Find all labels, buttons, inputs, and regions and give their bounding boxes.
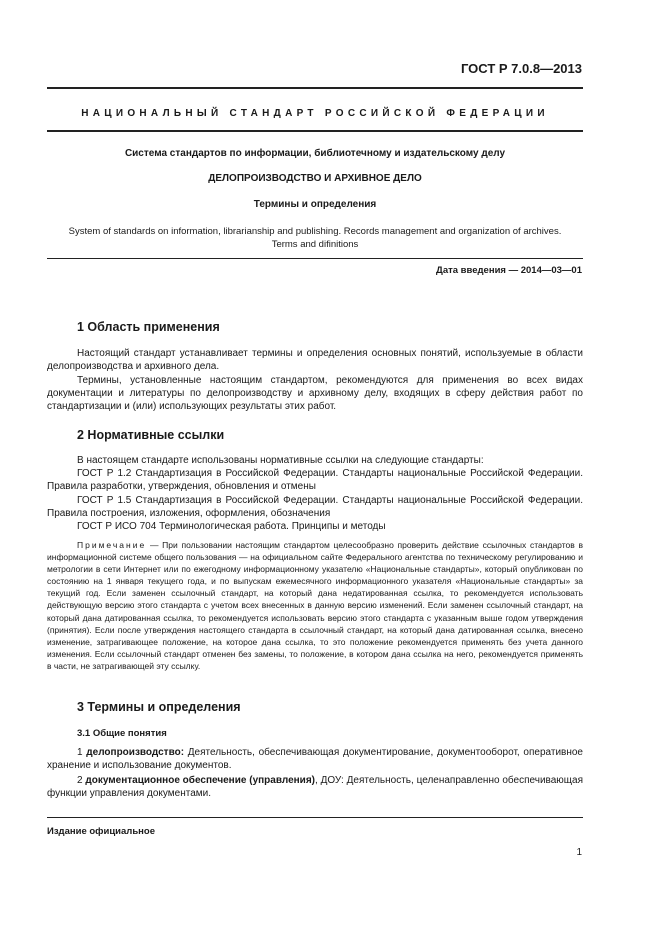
- normative-references-note: [47, 539, 583, 672]
- note-text: — При пользовании настоящим стандартом целесообразно проверить действие ссылочных стандартов в информационной системе общего пользования — на официальном сайте Федерального агентства по техническому регулированию и метрологии в сети Интернет или по ежегодному информационному указателю «Национальные стандарты», который опубликован по состоянию на 1 января текущего года, и по выпускам ежемесячного информационного указателя «Национальные стандарты» за текущий год. Если заменен ссылочный стандарт, на который дана недатированная ссылка, то рекомендуется использовать действующую версию этого стандарта с учетом всех внесенных в данную версию изменений. Если заменен ссылочный стандарт, на который дана датированная ссылка, то рекомендуется использовать версию этого стандарта с указанным выше годом утверждения (принятия). Если после утверждения настоящего стандарта в ссылочный стандарт, на который дана датированная ссылка, внесено изменение, затрагивающее положение, на которое дана ссылка, то это положение рекомендуется применять без учета данного изменения. Если ссылочный стандарт отменен без замены, то положение, в котором дана ссылка на него, рекомендуется применять в части, не затрагивающей эту ссылку.: [47, 540, 583, 671]
- term-1-name: делопроизводство:: [86, 747, 185, 758]
- reference-gost-iso-704-text: ГОСТ Р ИСО 704 Терминологическая работа. Принципы и методы: [77, 521, 386, 532]
- term-1-entry: [47, 746, 583, 772]
- standards-system-title: Система стандартов по информации, библиотечному и издательскому делу: [124, 148, 506, 159]
- english-title-line-1: System of standards on information, librarianship and publishing. Records management and organization of archives.: [68, 226, 562, 237]
- section-2-intro: [47, 454, 583, 467]
- section-1-paragraph-1-text: Настоящий стандарт устанавливает термины и определения основных понятий, используемые в области делопроизводства и архивного дела.: [47, 348, 583, 372]
- section-1-paragraph-1: [47, 347, 583, 373]
- section-1-title: 1 Область применения: [77, 320, 220, 334]
- term-2-number: 2: [77, 775, 86, 786]
- reference-gost-1-5: [47, 494, 583, 520]
- introduction-date: Дата введения — 2014—03—01: [436, 265, 582, 276]
- national-standard-heading: НАЦИОНАЛЬНЫЙ СТАНДАРТ РОССИЙСКОЙ ФЕДЕРАЦИИ: [81, 108, 549, 119]
- national-rule: [47, 130, 583, 132]
- subsection-3-1-title: 3.1 Общие понятия: [77, 728, 167, 739]
- reference-gost-1-2: [47, 467, 583, 493]
- term-1-number: 1: [77, 747, 87, 758]
- term-2-entry: [47, 774, 583, 800]
- section-1-paragraph-2-text: Термины, установленные настоящим стандартом, рекомендуются для применения во всех видах документации и литературы по делопроизводству и архивному делу, входящих в сферу действия работ по стандартизации и (или) использующих результаты этих работ.: [47, 375, 583, 412]
- footer-rule: [47, 817, 583, 818]
- document-main-title: ДЕЛОПРОИЗВОДСТВО И АРХИВНОЕ ДЕЛО: [208, 173, 422, 184]
- reference-gost-1-5-text: ГОСТ Р 1.5 Стандартизация в Российской Федерации. Стандарты национальные Российской Федерации. Правила построения, изложения, оформления, обозначения: [47, 495, 583, 519]
- english-title-line-2: Terms and difinitions: [271, 239, 359, 250]
- title-rule: [47, 258, 583, 259]
- section-1-paragraph-2: [47, 374, 583, 413]
- note-label: Примечание: [77, 540, 147, 550]
- header-rule: [47, 87, 583, 89]
- reference-gost-iso-704: [47, 520, 583, 533]
- page-number: 1: [576, 847, 582, 858]
- section-3-title: 3 Термины и определения: [77, 700, 241, 714]
- term-2-definition: , ДОУ: Деятельность, целенаправленно обеспечивающая функции управления документами.: [47, 775, 583, 799]
- term-1-definition: Деятельность, обеспечивающая документирование, документооборот, оперативное хранение и использование документов.: [47, 747, 583, 771]
- term-2-name: документационное обеспечение (управления): [85, 775, 315, 786]
- official-edition-label: Издание официальное: [47, 826, 155, 837]
- document-subtitle: Термины и определения: [253, 199, 377, 210]
- section-2-title: 2 Нормативные ссылки: [77, 428, 225, 442]
- section-2-intro-text: В настоящем стандарте использованы нормативные ссылки на следующие стандарты:: [77, 455, 484, 466]
- reference-gost-1-2-text: ГОСТ Р 1.2 Стандартизация в Российской Федерации. Стандарты национальные Российской Федерации. Правила разработки, утверждения, обновления и отмены: [47, 468, 583, 492]
- document-id: ГОСТ Р 7.0.8—2013: [460, 61, 582, 76]
- english-title: [47, 225, 583, 251]
